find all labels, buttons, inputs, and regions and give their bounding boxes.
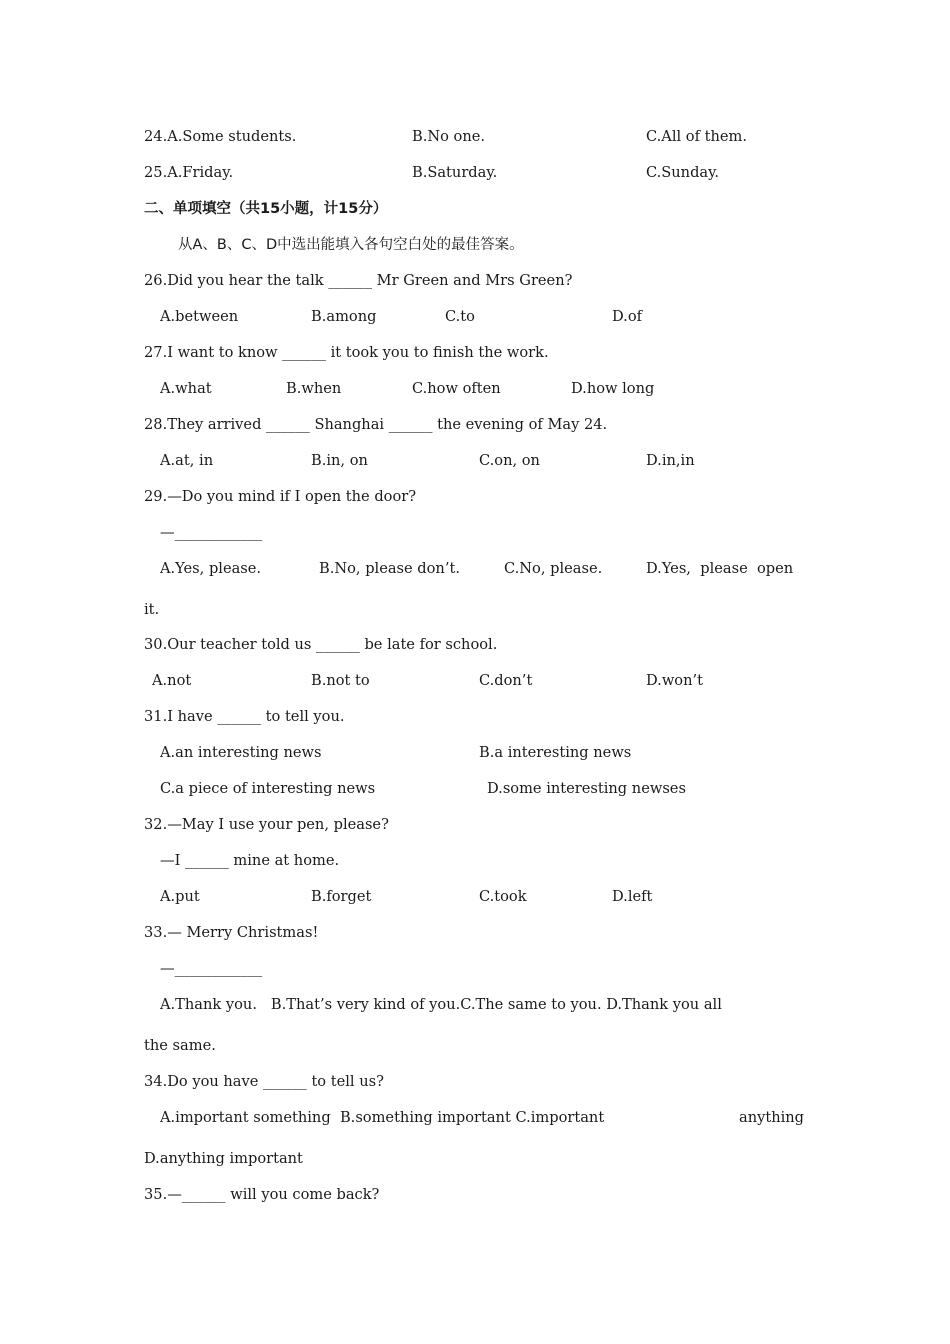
option-d: D.won’t [646,672,703,689]
options-tail: anything [739,1109,805,1126]
question-number: 24. [144,128,168,145]
option-b: B.when [286,380,342,397]
question-25-number-and-option-a [144,164,233,182]
options-continued: the same. [144,1037,216,1054]
section-heading: 二、单项填空（共15小题，计15分） [144,201,388,217]
section-instruction: 从A、B、C、D中选出能填入各句空白处的最佳答案。 [178,237,524,253]
question-stem: 29.—Do you mind if I open the door? [144,488,417,505]
option-c: C.Sunday. [646,164,720,181]
option-b: B.in, on [311,452,368,469]
option-c: C.a piece of interesting news [160,780,376,797]
option-c: C.don’t [479,672,533,689]
question-stem: 28.They arrived ______ Shanghai ______ the evening of May 24. [144,416,608,433]
question-stem: 32.—May I use your pen, please? [144,816,389,833]
option-b: B.Saturday. [412,164,498,181]
question-stem: 27.I want to know ______ it took you to finish the work. [144,344,549,361]
option-a: A.at, in [160,452,214,469]
question-stem: 30.Our teacher told us ______ be late for school. [144,636,498,653]
option-a: A.between [160,308,239,325]
option-c: C.All of them. [646,128,748,145]
option-d: D.Yes, please open [646,560,794,577]
question-stem: 33.— Merry Christmas! [144,924,319,941]
option-d: D.of [612,308,643,325]
option-c: C.on, on [479,452,540,469]
option-d: D.left [612,888,653,905]
option-b: B.forget [311,888,372,905]
option-a: A.Friday. [167,164,234,181]
option-a: A.Some students. [167,128,297,145]
option-b: B.No, please don’t. [319,560,460,577]
question-24-number-and-option-a [144,128,296,146]
option-d: D.how long [571,380,655,397]
option-a: A.put [160,888,200,905]
question-stem: 26.Did you hear the talk ______ Mr Green and Mrs Green? [144,272,573,289]
option-b: B.a interesting news [479,744,632,761]
option-b: B.not to [311,672,370,689]
question-number: 25. [144,164,168,181]
option-b: B.No one. [412,128,486,145]
options-line: A.important something B.something important C.important [160,1109,605,1126]
option-c: C.how often [412,380,501,397]
option-c: C.No, please. [504,560,603,577]
question-stem: 35.—______ will you come back? [144,1186,380,1203]
option-d: D.some interesting newses [487,780,686,797]
question-stem: 34.Do you have ______ to tell us? [144,1073,384,1090]
options-continued: D.anything important [144,1150,303,1167]
option-c: C.took [479,888,527,905]
reply-line: —I ______ mine at home. [160,852,340,869]
option-b: B.among [311,308,377,325]
option-d-continued: it. [144,601,160,618]
option-c: C.to [445,308,475,325]
options-line: A.Thank you. B.That’s very kind of you.C.The same to you. D.Thank you all [160,996,722,1013]
option-a: A.Yes, please. [160,560,262,577]
option-a: A.an interesting news [160,744,322,761]
option-d: D.in,in [646,452,695,469]
option-a: A.not [152,672,192,689]
question-stem: 31.I have ______ to tell you. [144,708,345,725]
reply-blank: —____________ [160,524,263,541]
option-a: A.what [160,380,212,397]
reply-blank: —____________ [160,960,263,977]
